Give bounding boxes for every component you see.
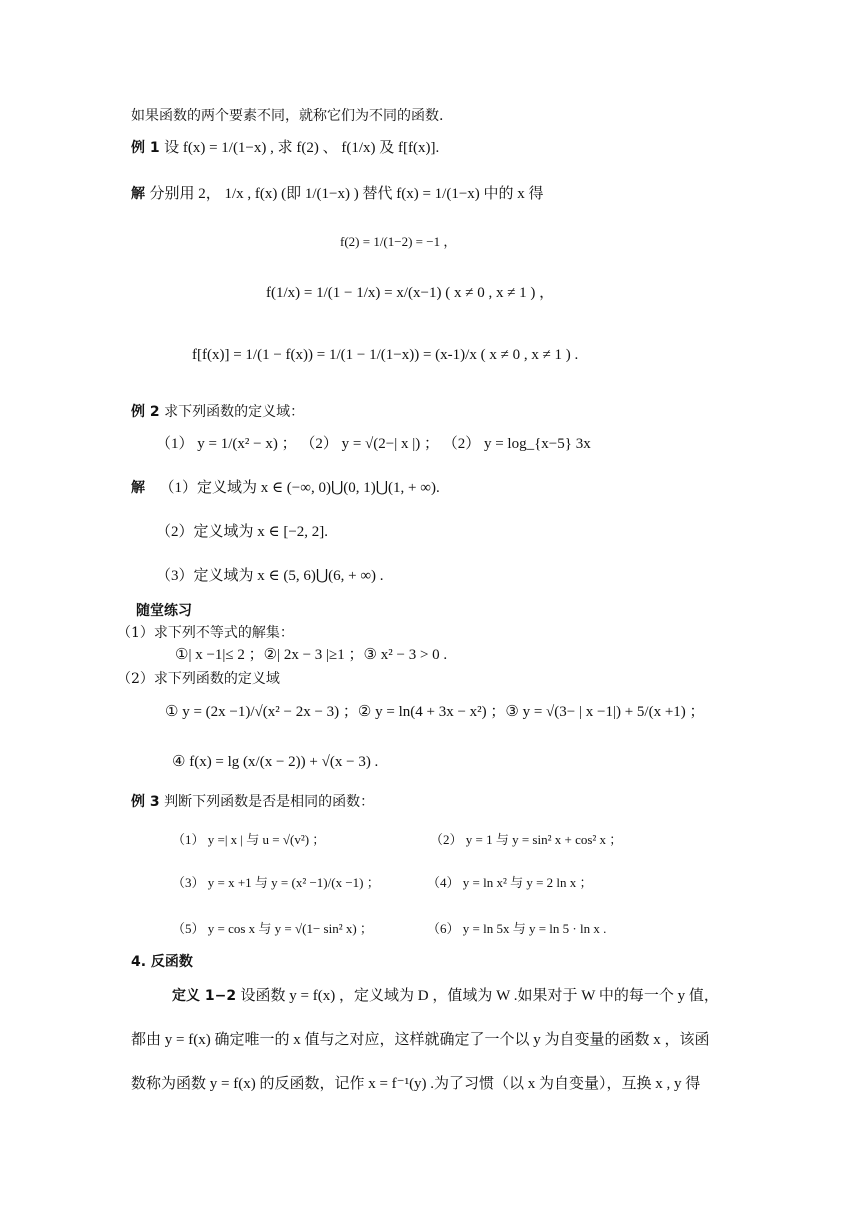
definition-line-2: 都由 y = f(x) 确定唯一的 x 值与之对应，这样就确定了一个以 y 为自变量的函数 x ，该函 [131, 1032, 710, 1048]
practice-question-1-items: ①| x −1|≤ 2 ；②| 2x − 3 |≥1 ；③ x² − 3 > 0 . [175, 647, 448, 663]
solution-label: 解 [131, 186, 145, 202]
example-2-items: （1） y = 1/(x² − x) ； （2） y = √(2−| x |) ； （2） y = log_{x−5} 3x [156, 436, 591, 452]
example-2-solution-1 [131, 478, 440, 498]
example-3-item-6: （6） y = ln 5x 与 y = ln 5 · ln x . [427, 921, 607, 936]
example-1 [131, 138, 439, 158]
equation-ffx: f[f(x)] = 1/(1 − f(x)) = 1/(1 − 1/(1−x)) = (x-1)/x ( x ≠ 0 , x ≠ 1 ) . [192, 347, 579, 363]
example-2-label: 例 2 [131, 404, 160, 420]
example-1-text: 设 f(x) = 1/(1−x) , 求 f(2) 、 f(1/x) 及 f[f(x)]. [164, 140, 440, 156]
intro-text: 如果函数的两个要素不同，就称它们为不同的函数. [131, 108, 444, 124]
solution-1-text: （1）定义域为 x ∈ (−∞, 0)⋃(0, 1)⋃(1, + ∞). [159, 480, 440, 496]
example-1-label: 例 1 [131, 140, 160, 156]
example-3-item-3: （3） y = x +1 与 y = (x² −1)/(x −1) ； [172, 875, 380, 890]
example-3-item-2: （2） y = 1 与 y = sin² x + cos² x ； [430, 832, 623, 847]
example-2-text: 求下列函数的定义域： [164, 404, 305, 420]
example-2-solution-3: （3）定义域为 x ∈ (5, 6)⋃(6, + ∞) . [156, 568, 384, 584]
practice-question-1: （1）求下列不等式的解集： [117, 625, 294, 641]
definition-line-1 [172, 986, 719, 1006]
example-3 [131, 792, 374, 812]
equation-f-reciprocal: f(1/x) = 1/(1 − 1/x) = x/(x−1) ( x ≠ 0 , x ≠ 1 ) ， [266, 285, 555, 301]
example-3-text: 判断下列函数是否是相同的函数： [164, 794, 375, 810]
practice-question-2-items-a: ① y = (2x −1)/√(x² − 2x − 3) ；② y = ln(4 + 3x − x²) ；③ y = √(3− | x −1|) + 5/(x +1) ； [165, 704, 705, 720]
example-3-item-5: （5） y = cos x 与 y = √(1− sin² x) ； [172, 921, 373, 936]
section-4-title: 4. 反函数 [131, 954, 193, 970]
definition-text-1: 设函数 y = f(x) ，定义域为 D ，值域为 W .如果对于 W 中的每一个 y 值， [240, 988, 719, 1004]
example-2 [131, 402, 304, 422]
equation-f2: f(2) = 1/(1−2) = −1 ， [340, 234, 457, 249]
practice-question-2-items-b: ④ f(x) = lg (x/(x − 2)) + √(x − 3) . [172, 754, 379, 770]
practice-title: 随堂练习 [136, 603, 192, 619]
example-1-solution [131, 184, 544, 204]
definition-label: 定义 1−2 [172, 988, 237, 1004]
example-2-solution-2: （2）定义域为 x ∈ [−2, 2]. [156, 524, 329, 540]
example-3-label: 例 3 [131, 794, 160, 810]
definition-line-3: 数称为函数 y = f(x) 的反函数，记作 x = f⁻¹(y) .为了习惯（以 x 为自变量），互换 x , y 得 [131, 1076, 701, 1092]
example-3-item-4: （4） y = ln x² 与 y = 2 ln x ； [427, 875, 593, 890]
solution-label: 解 [131, 480, 145, 496]
solution-text: 分别用 2， 1/x , f(x) (即 1/(1−x) ) 替代 f(x) = 1/(1−x) 中的 x 得 [149, 186, 544, 202]
example-3-item-1: （1） y =| x | 与 u = √(v²) ； [172, 832, 326, 847]
practice-question-2: （2）求下列函数的定义域 [117, 671, 280, 687]
